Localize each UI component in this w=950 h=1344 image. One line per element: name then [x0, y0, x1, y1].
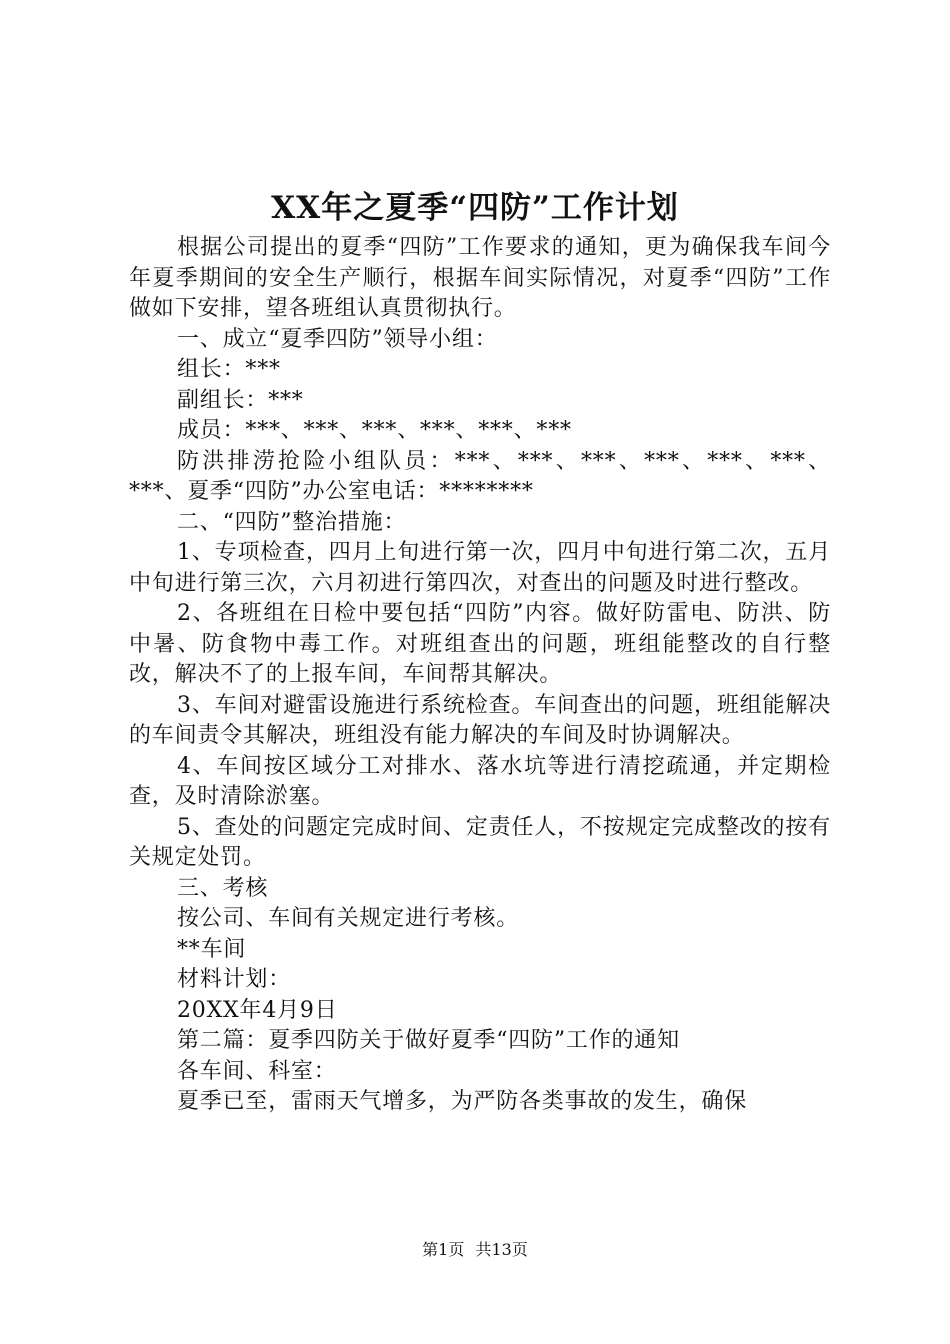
- members-line: 成员：***、***、***、***、***、***: [177, 418, 572, 443]
- document-body: [129, 233, 831, 1118]
- assessment-line: 按公司、车间有关规定进行考核。: [177, 906, 520, 931]
- material-plan-line: 材料计划：: [177, 967, 292, 992]
- flood-team-line: 防洪排涝抢险小组队员：***、***、***、***、***、***、***、夏季“四防”办公室电话：********: [129, 448, 831, 504]
- workshop-signature: **车间: [177, 936, 247, 962]
- measure-item-5: 5、查处的问题定完成时间、定责任人，不按规定完成整改的按有关规定处罚。: [129, 814, 831, 870]
- second-article-title: 第二篇：夏季四防关于做好夏季“四防”工作的通知: [177, 1028, 680, 1053]
- deputy-leader-line: 副组长：***: [177, 387, 304, 413]
- leader-line: 组长：***: [177, 357, 281, 382]
- measure-item-4: 4、车间按区域分工对排水、落水坑等进行清挖疏通，并定期检查，及时清除淤塞。: [129, 753, 831, 809]
- section-heading-1: 一、成立“夏季四防”领导小组：: [177, 326, 498, 352]
- page-number: 第1页: [422, 1240, 465, 1259]
- addressee-line: 各车间、科室：: [177, 1058, 337, 1084]
- document-title: XX年之夏季“四防”工作计划: [271, 190, 679, 226]
- second-article-opening: 夏季已至，雷雨天气增多，为严防各类事故的发生，确保: [177, 1089, 748, 1114]
- section-heading-2: 二、“四防”整治措施：: [177, 509, 407, 535]
- section-heading-3: 三、考核: [177, 875, 269, 901]
- date-line: 20XX年4月9日: [177, 997, 338, 1023]
- paragraph-intro: 根据公司提出的夏季“四防”工作要求的通知，更为确保我车间今年夏季期间的安全生产顺行，根据车间实际情况，对夏季“四防”工作做如下安排，望各班组认真贯彻执行。: [129, 235, 831, 321]
- measure-item-3: 3、车间对避雷设施进行系统检查。车间查出的问题，班组能解决的车间责令其解决，班组没有能力解决的车间及时协调解决。: [129, 692, 831, 748]
- measure-item-1: 1、专项检查，四月上旬进行第一次，四月中旬进行第二次，五月中旬进行第三次，六月初进行第四次，对查出的问题及时进行整改。: [129, 540, 831, 596]
- page-footer: [0, 1238, 950, 1262]
- page-total: 共13页: [475, 1240, 528, 1259]
- measure-item-2: 2、各班组在日检中要包括“四防”内容。做好防雷电、防洪、防中暑、防食物中毒工作。对班组查出的问题，班组能整改的自行整改，解决不了的上报车间，车间帮其解决。: [129, 601, 831, 687]
